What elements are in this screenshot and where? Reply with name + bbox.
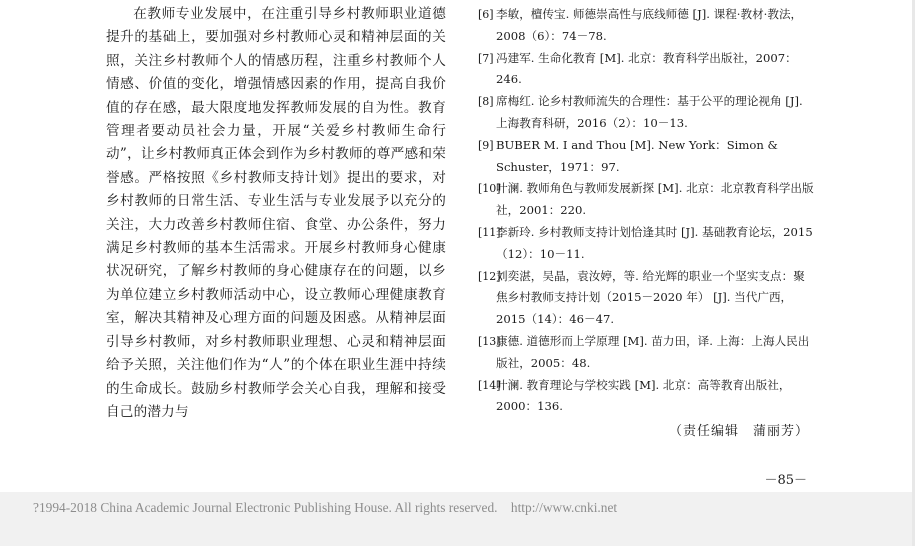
reference-number: [14]	[478, 378, 501, 392]
body-column	[106, 3, 446, 424]
reference-item	[478, 222, 814, 266]
reference-text: 叶澜. 教育理论与学校实践 [M]. 北京：高等教育出版社，2000：136.	[496, 377, 791, 414]
reference-text: 席梅红. 论乡村教师流失的合理性：基于公平的理论视角 [J]. 上海教育科研，2016（2）：10－13.	[496, 94, 803, 130]
reference-text: 李敏，檀传宝. 师德崇高性与底线师德 [J]. 课程·教材·教法，2008（6）：74－78.	[496, 7, 803, 43]
reference-number: [7]	[478, 51, 494, 65]
reference-item	[478, 266, 814, 331]
reference-item	[478, 4, 814, 48]
reference-item	[478, 178, 814, 222]
reference-number: [11]	[478, 225, 501, 239]
reference-item	[478, 331, 814, 375]
reference-number: [13]	[478, 334, 501, 348]
copyright-footer: ?1994-2018 China Academic Journal Electronic Publishing House. All rights reserved. http://www.cnki.net	[33, 500, 618, 515]
reference-text: 康德. 道德形而上学原理 [M]. 苗力田，译. 上海：上海人民出版社，2005：48.	[496, 333, 810, 370]
reference-number: [10]	[478, 182, 501, 196]
reference-number: [6]	[478, 8, 494, 21]
reference-item	[478, 91, 814, 135]
reference-text: 冯建军. 生命化教育 [M]. 北京：教育科学出版社，2007：246.	[496, 50, 797, 87]
reference-number: [9]	[478, 138, 494, 152]
reference-text: BUBER M. I and Thou [M]. New York：Simon & Schuster，1971：97.	[496, 137, 778, 174]
reference-item	[478, 135, 814, 179]
reference-item	[478, 375, 814, 419]
page-number: －85－	[764, 473, 807, 488]
reference-number: [12]	[478, 269, 501, 283]
reference-text: 李新玲. 乡村教师支持计划恰逢其时 [J]. 基础教育论坛，2015（12）：10－11.	[496, 224, 813, 261]
reference-number: [8]	[478, 95, 494, 109]
reference-text: 叶澜. 教师角色与教师发展新探 [M]. 北京：北京教育科学出版社，2001：220.	[496, 181, 814, 218]
body-paragraph: 在教师专业发展中，在注重引导乡村教师职业道德提升的基础上，要加强对乡村教师心灵和精神层面的关照，关注乡村教师个人的情感历程，注重乡村教师个人情感、价值的变化，增强情感因素的作用，提高自我价值的存在感，最大限度地发挥教师发展的自为性。教育管理者要动员社会力量，开展“关爱乡村教师生命行动”，让乡村教师真正体会到作为乡村教师的尊严感和荣誉感。严格按照《乡村教师支持计划》提出的要求，对乡村教师的日常生活、专业生活与专业发展予以充分的关注，大力改善乡村教师住宿、食堂、办公条件，努力满足乡村教师的基本生活需求。开展乡村教师身心健康状况研究，了解乡村教师的身心健康存在的问题，以乡为单位建立乡村教师活动中心，设立教师心理健康教育室，解决其精神及心理方面的问题及困惑。从精神层面引导乡村教师，对乡村教师职业理想、心灵和精神层面给予关照，关注他们作为“人”的个体在职业生涯中持续的生命成长。鼓励乡村教师学会关心自我，理解和接受自己的潜力与	[106, 6, 446, 420]
reference-list	[478, 4, 814, 418]
reference-text: 刘奕湛，吴晶，袁汝婷，等. 给光辉的职业一个坚实支点：聚焦乡村教师支持计划（2015－2020 年） [J]. 当代广西，2015（14）：46－47.	[496, 268, 805, 327]
reference-item	[478, 48, 814, 92]
editor-note: （责任编辑 蒲丽芳）	[668, 424, 809, 439]
